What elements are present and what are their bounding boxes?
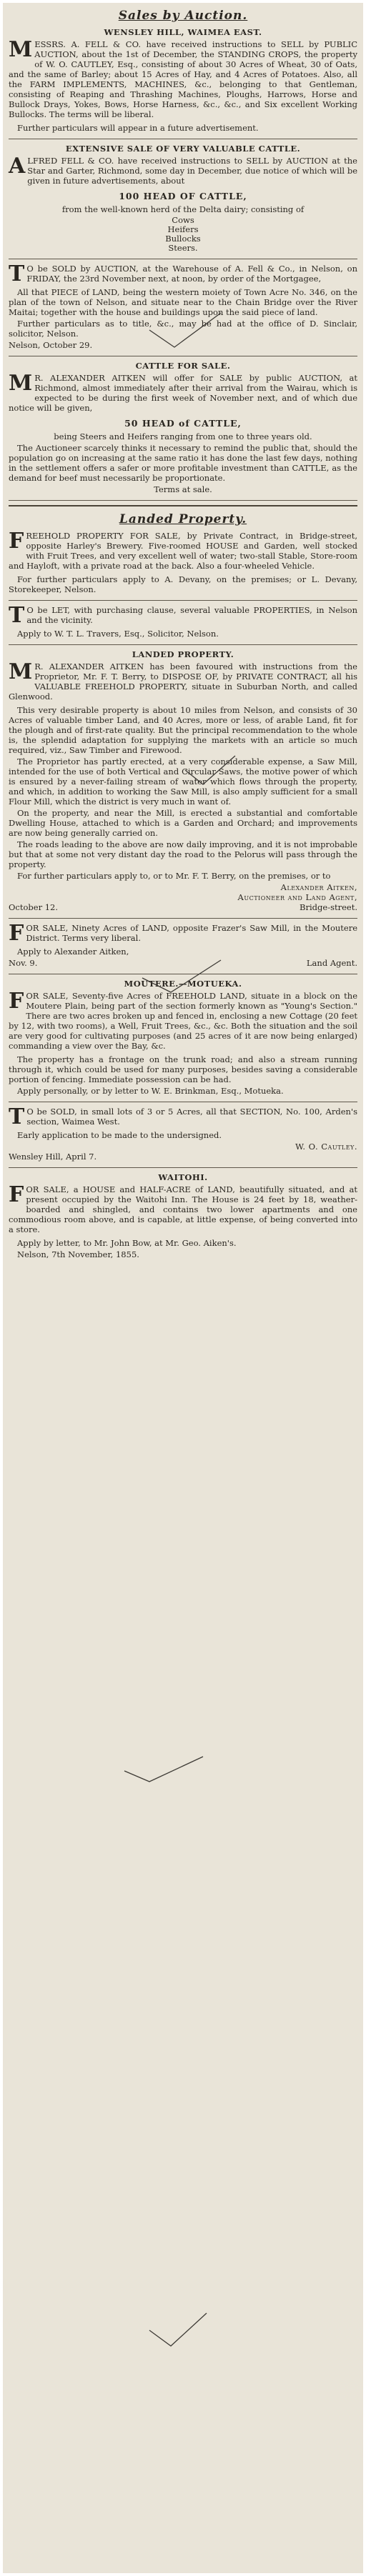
ad-paragraph: Apply to Alexander Aitken,: [17, 947, 129, 957]
advertisement: [9, 144, 357, 259]
ad-paragraph: The Auctioneer scarcely thinks it necessary to remind the public that, should the population go on increasing at the same ratio it has done the last few days, nothing in the settlement offers a safer or more profitable investment than CATTLE, as the demand for beef must necessarily be proportionate.: [9, 443, 357, 483]
advertisement-column: [3, 3, 363, 1265]
drop-capital: M: [9, 37, 33, 62]
ad-paragraph: Apply by letter, to Mr. John Bow, at Mr. Geo. Aiken's.: [17, 1238, 237, 1248]
drop-capital: T: [9, 261, 25, 286]
ad-lead-paragraph: [9, 156, 357, 186]
ad-detail-line: from the well-known herd of the Delta dairy; consisting of: [61, 204, 305, 214]
ad-lead-paragraph: [9, 991, 357, 1051]
pen-tick-stroke: [124, 1757, 203, 1782]
ad-title: EXTENSIVE SALE OF VERY VALUABLE CATTLE.: [65, 144, 301, 154]
stock-item: Bullocks: [165, 234, 201, 244]
stock-list: [9, 216, 357, 253]
stock-item: Heifers: [167, 224, 199, 234]
ad-terms: Terms at sale.: [154, 484, 212, 494]
drop-capital: M: [9, 659, 33, 684]
ad-title: MOUTERE.—MOTUEKA.: [124, 979, 242, 989]
advertisement: [9, 531, 357, 601]
ad-address: Land Agent.: [306, 958, 357, 968]
ad-lead-text: ESSRS. A. FELL & CO. have received instructions to SELL by PUBLIC AUCTION, about the 1st of December, the STANDING CROPS, the property of W. O. CAUTLEY, Esq., consisting of about 30 Acres of Wheat, 30 of Oats, and the same of Barley; about 15 Acres of Hay, and 4 Acres of Potatoes. Also, all the FARM IMPLEMENTS, MACHINES, &c., belonging to that Gentleman, consisting of Reaping and Thrashing Machines, Ploughs, Harrows, Horse and Bullock Drays, Yokes, Bows, Horse Harness, &c., &c., and Six excellent Working Bullocks. The terms will be liberal.: [9, 39, 357, 119]
ad-signature: [9, 958, 357, 968]
ad-paragraph: The roads leading to the above are now daily improving, and it is not improbable but that at some not very distant day the road to the Pelorus will pass through the property.: [9, 839, 357, 869]
ad-signature: [9, 1142, 357, 1162]
ad-paragraph: The property has a frontage on the trunk road; and also a stream running through it, which could be used for many purposes, besides saving a considerable portion of fencing. Immediate possession can be had.: [9, 1054, 357, 1084]
advertisement: [9, 979, 357, 1102]
advertisement: [9, 27, 357, 139]
stock-item: Cows: [172, 215, 194, 225]
ad-lead-paragraph: [9, 1184, 357, 1234]
ad-lead-paragraph: [9, 603, 357, 628]
ad-lead-text: OR SALE, Ninety Acres of LAND, opposite Frazer's Saw Mill, in the Moutere District. Terms very liberal.: [26, 923, 357, 943]
ad-signature: [9, 882, 357, 912]
ad-paragraph: Further particulars as to title, &c., may be had at the office of D. Sinclair, solicitor, Nelson.: [9, 319, 357, 339]
pen-tick-mark: [121, 1753, 207, 1785]
drop-capital: F: [9, 989, 24, 1014]
section-rule: [9, 505, 357, 506]
ad-lead-text: O be LET, with purchasing clause, several valuable PROPERTIES, in Nelson and the vicinity.: [26, 605, 357, 625]
drop-capital: F: [9, 921, 24, 946]
section-header: Sales by Auction.: [118, 9, 248, 23]
ad-paragraph: All that PIECE of LAND, being the western moiety of Town Acre No. 346, on the plan of the town of Nelson, and situate near to the Chain Bridge over the River Maitai; together with the house and buildings upon the said piece of land.: [9, 287, 357, 317]
ad-lead-text: OR SALE, Seventy-five Acres of FREEHOLD LAND, situate in a block on the Moutere Plain, being part of the section formerly known as "Young's Section." There are two acres broken up and fenced in, enclosing a new Cottage (20 feet by 12, with two rooms), a Well, Fruit Trees, &c., &c. Both the situation and the soil are very good for cultivating purposes (and 25 acres of it are now being enlarged) commanding a view over the Bay, &c.: [9, 991, 357, 1051]
ad-paragraph: For further particulars apply to A. Devany, on the premises; or L. Devany, Storekeeper, Nelson.: [9, 574, 357, 594]
ad-date: Nelson, October 29.: [9, 340, 93, 350]
ad-paragraph: Early application to be made to the undersigned.: [17, 1130, 222, 1140]
ad-lead-paragraph: [9, 373, 357, 413]
ad-lead-text: OR SALE, a HOUSE and HALF-ACRE of LAND, beautifully situated, and at present occupied by the Waitohi Inn. The House is 24 feet by 18, weather-boarded and shingled, and contains two lower apartments and one commodious room above, and is capable, at little expense, of being converted into a store.: [9, 1184, 357, 1234]
advertisement: [9, 1172, 357, 1265]
signatory-name: W. O. Cautley.: [295, 1142, 357, 1152]
advertisement: [9, 605, 357, 645]
ad-paragraph: This very desirable property is about 10 miles from Nelson, and consists of 30 Acres of valuable timber Land, and 40 Acres, more or less, of arable Land, fit for the plough and of first-rate quality. But the principal recommendation to the whole is, the splendid adaptation for supplying the markets with an article so much required, viz., Saw Timber and Firewood.: [9, 705, 357, 755]
stock-item: Steers.: [168, 243, 198, 253]
ad-date: Nov. 9.: [9, 958, 38, 968]
ad-lead-text: O be SOLD by AUCTION, at the Warehouse of A. Fell & Co., in Nelson, on FRIDAY, the 23rd November next, at noon, by order of the Mortgagee,: [26, 264, 357, 284]
ad-lead-paragraph: [9, 261, 357, 286]
ad-detail-line: being Steers and Heifers ranging from one to three years old.: [54, 431, 312, 441]
section-header: Landed Property.: [119, 512, 247, 526]
ad-title: LANDED PROPERTY.: [132, 649, 234, 659]
drop-capital: M: [9, 371, 33, 396]
ad-lead-paragraph: [9, 531, 357, 571]
newspaper-page: [3, 3, 363, 2573]
ad-paragraph: Further particulars will appear in a future advertisement.: [17, 123, 259, 133]
ad-lead-text: LFRED FELL & CO. have received instructions to SELL by AUCTION at the Star and Garter, Richmond, some day in December, due notice of which will be given in future advertisements, about: [27, 156, 357, 186]
ad-lead-text: REEHOLD PROPERTY FOR SALE, by Private Contract, in Bridge-street, opposite Harley's Brewery. Five-roomed HOUSE and Garden, well stocked with Fruit Trees, and very excellent well of water; two-stall Stable, Store-room and Hayloft, with a private road at the back. Also a four-wheeled Vehicle.: [9, 531, 357, 571]
ad-title: WAITOHI.: [158, 1172, 208, 1182]
advertisement: [9, 1104, 357, 1168]
signatory-name: Alexander Aitken,: [280, 882, 357, 892]
ad-paragraph: The Proprietor has partly erected, at a very considerable expense, a Saw Mill, intended for the use of both Vertical and Circular Saws, the motive power of which is ensured by a never-failing stream of water which flows through the property, and which, in addition to working the Saw Mill, is also amply sufficient for a small Flour Mill, which the district is very much in want of.: [9, 757, 357, 807]
drop-capital: F: [9, 1182, 24, 1207]
ad-paragraph: Nelson, 7th November, 1855.: [17, 1249, 139, 1259]
ad-lead-text: R. ALEXANDER AITKEN has been favoured with instructions from the Proprietor, Mr. F. T. Berry, to DISPOSE OF, by PRIVATE CONTRACT, all his VALUABLE FREEHOLD PROPERTY, situate in Suburban North, and called Glenwood.: [9, 662, 357, 702]
advertisement: [9, 361, 357, 501]
ad-title: WENSLEY HILL, WAIMEA EAST.: [104, 27, 262, 37]
ad-title: CATTLE FOR SALE.: [135, 361, 231, 371]
ad-headline-quantity: 100 HEAD OF CATTLE,: [119, 191, 247, 201]
ad-date: Wensley Hill, April 7.: [9, 1152, 97, 1162]
ad-signature: [9, 340, 357, 350]
signatory-title: Auctioneer and Land Agent,: [237, 892, 357, 902]
ad-lead-paragraph: [9, 1104, 357, 1129]
ad-lead-text: R. ALEXANDER AITKEN will offer for SALE by public AUCTION, at Richmond, almost immediately after their arrival from the Wairau, which is expected to be during the first week of November next, and of which due notice will be given,: [9, 373, 357, 413]
ad-headline-quantity: 50 HEAD of CATTLE,: [124, 418, 242, 429]
advertisement: [9, 261, 357, 356]
ad-lead-paragraph: [9, 921, 357, 946]
ad-paragraph: On the property, and near the Mill, is erected a substantial and comfortable Dwelling House, attached to which is a Garden and Orchard; and improvements are now being generally carried on.: [9, 808, 357, 838]
ad-paragraph: For further particulars apply to, or to Mr. F. T. Berry, on the premises, or to: [17, 871, 331, 881]
ad-lead-paragraph: [9, 39, 357, 119]
ad-paragraph: Apply personally, or by letter to W. E. Brinkman, Esq., Motueka.: [17, 1086, 284, 1096]
drop-capital: F: [9, 529, 24, 554]
advertisement: [9, 923, 357, 974]
pen-tick-mark: [146, 2310, 210, 2350]
drop-capital: T: [9, 1104, 25, 1129]
ad-address: Bridge-street.: [300, 902, 357, 912]
advertisement: [9, 649, 357, 919]
drop-capital: T: [9, 603, 25, 628]
ad-date: October 12.: [9, 902, 59, 912]
ad-paragraph: Apply to W. T. L. Travers, Esq., Solicitor, Nelson.: [17, 629, 219, 639]
ad-lead-paragraph: [9, 659, 357, 702]
ad-lead-text: O be SOLD, in small lots of 3 or 5 Acres, all that SECTION, No. 100, Arden's section, Waimea West.: [26, 1107, 357, 1127]
pen-tick-stroke: [149, 2313, 207, 2346]
drop-capital: A: [9, 154, 26, 179]
